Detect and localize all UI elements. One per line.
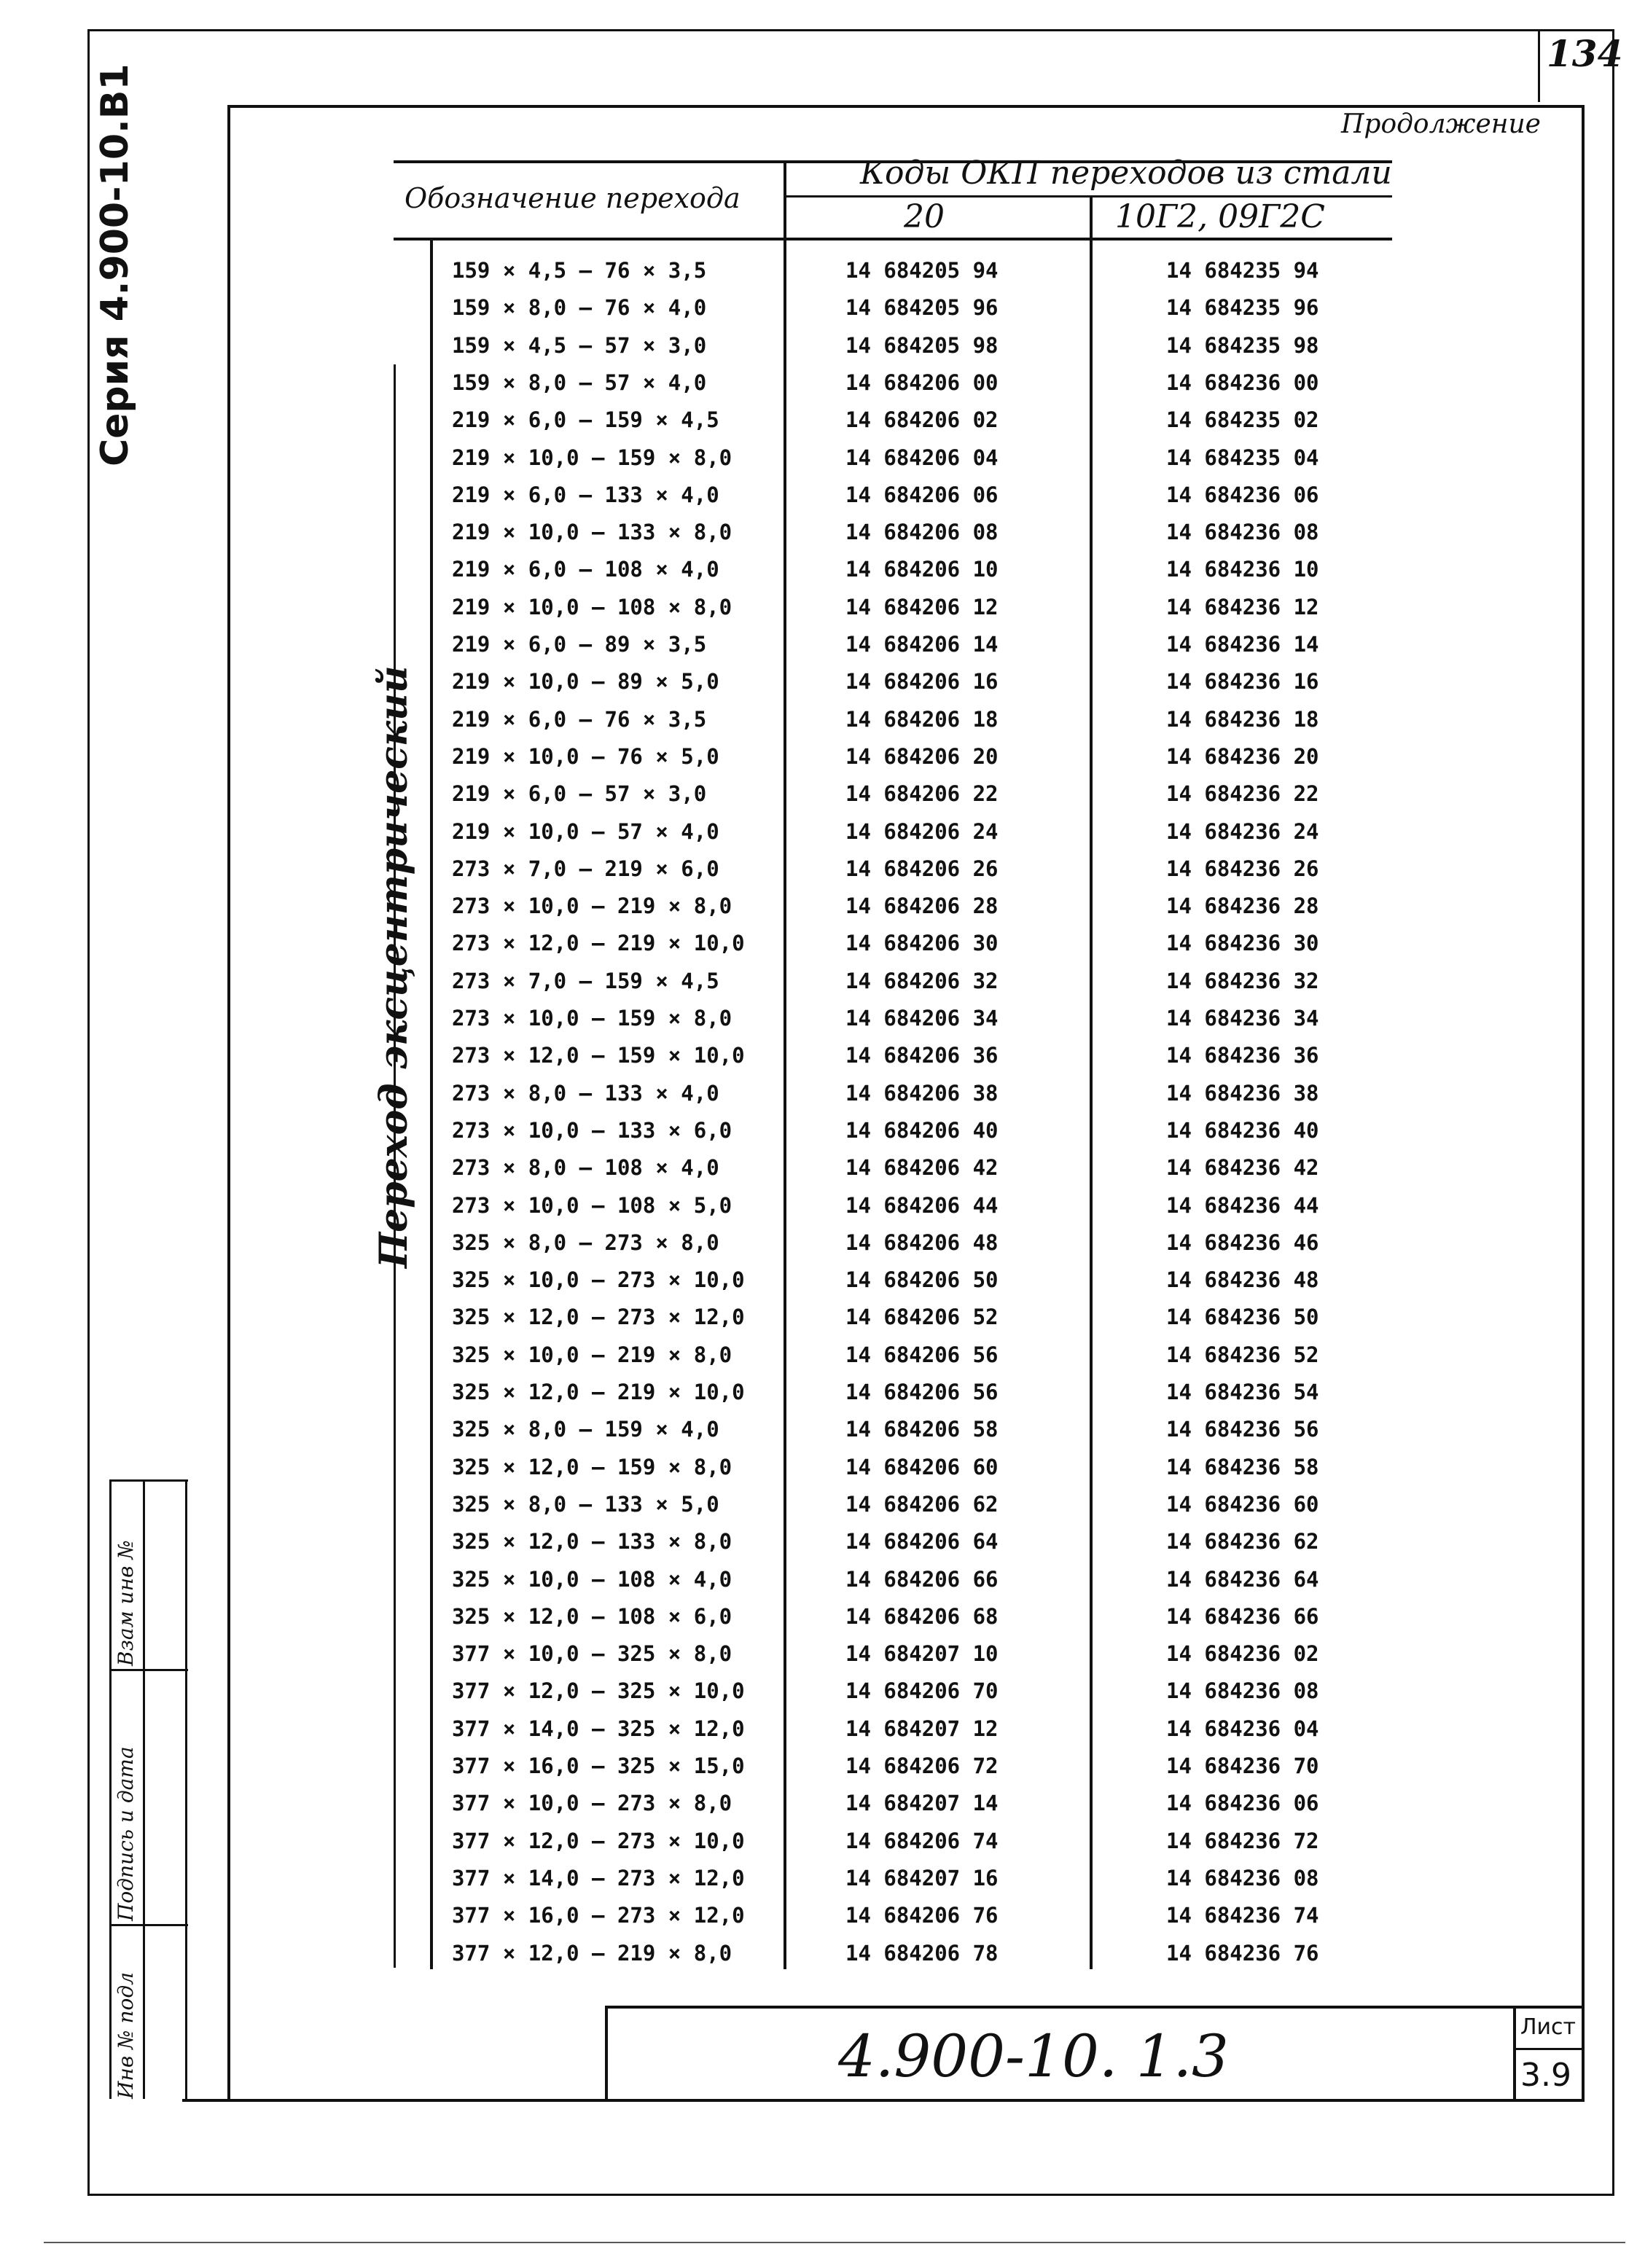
sheet-cell-left (1513, 2006, 1516, 2100)
row-code-steel-10g2: 14 684236 58 (1166, 1454, 1319, 1479)
row-code-steel-10g2: 14 684236 70 (1166, 1753, 1319, 1778)
row-code-steel-20: 14 684206 50 (845, 1267, 999, 1293)
row-code-steel-20: 14 684206 52 (845, 1305, 999, 1330)
row-designation: 377 × 14,0 – 325 × 12,0 (452, 1716, 745, 1741)
row-designation: 159 × 8,0 – 76 × 4,0 (452, 295, 707, 321)
row-code-steel-10g2: 14 684236 56 (1166, 1417, 1319, 1442)
row-code-steel-20: 14 684206 48 (845, 1229, 999, 1255)
table-row (408, 1037, 1392, 1074)
table-row (408, 327, 1392, 364)
row-designation: 273 × 7,0 – 159 × 4,5 (452, 968, 719, 993)
row-designation: 219 × 10,0 – 89 × 5,0 (452, 669, 719, 695)
row-code-steel-10g2: 14 684236 22 (1166, 781, 1319, 807)
inner-frame-top (227, 105, 1585, 108)
row-designation: 377 × 16,0 – 273 × 12,0 (452, 1903, 745, 1928)
row-designation: 325 × 8,0 – 133 × 5,0 (452, 1491, 719, 1517)
table-row (408, 252, 1392, 289)
row-code-steel-20: 14 684206 78 (845, 1940, 999, 1966)
side-stamp-field-3: Взам инв № (114, 1540, 138, 1666)
row-code-steel-10g2: 14 684236 72 (1166, 1828, 1319, 1853)
table-row (408, 1411, 1392, 1448)
row-code-steel-20: 14 684206 58 (845, 1417, 999, 1442)
outer-frame-bottom (87, 2194, 1614, 2196)
row-code-steel-10g2: 14 684236 50 (1166, 1305, 1319, 1330)
group-header-underline (784, 195, 1392, 198)
row-code-steel-20: 14 684206 60 (845, 1454, 999, 1479)
table-row (408, 551, 1392, 588)
row-designation: 273 × 8,0 – 108 × 4,0 (452, 1155, 719, 1181)
row-designation: 325 × 10,0 – 219 × 8,0 (452, 1342, 732, 1367)
row-code-steel-10g2: 14 684236 20 (1166, 743, 1319, 769)
table-row (408, 1337, 1392, 1374)
row-designation: 325 × 12,0 – 219 × 10,0 (452, 1380, 745, 1404)
row-code-steel-10g2: 14 684236 26 (1166, 856, 1319, 881)
table-row (408, 439, 1392, 477)
row-code-steel-20: 14 684206 64 (845, 1529, 999, 1555)
table-row (408, 1785, 1392, 1822)
row-code-steel-20: 14 684206 36 (845, 1043, 999, 1068)
row-code-steel-20: 14 684206 00 (845, 369, 999, 395)
continuation-label: Продолжение (1341, 109, 1541, 139)
table-row (408, 1598, 1392, 1635)
row-designation: 219 × 6,0 – 76 × 3,5 (452, 706, 707, 732)
table-row (408, 1860, 1392, 1897)
table-row (408, 1262, 1392, 1299)
table-row (408, 888, 1392, 925)
side-stamp-line-1 (109, 1669, 188, 1671)
row-code-steel-10g2: 14 684236 74 (1166, 1903, 1319, 1928)
row-code-steel-20: 14 684206 14 (845, 632, 999, 657)
row-designation: 325 × 10,0 – 108 × 4,0 (452, 1566, 732, 1592)
row-code-steel-20: 14 684206 16 (845, 669, 999, 695)
header-steel-10g2: 10Г2, 09Г2С (1115, 198, 1325, 235)
row-code-steel-20: 14 684206 40 (845, 1117, 999, 1143)
row-code-steel-10g2: 14 684236 76 (1166, 1940, 1319, 1966)
table-row (408, 701, 1392, 738)
row-code-steel-10g2: 14 684236 00 (1166, 369, 1319, 395)
inner-frame-bottom (182, 2099, 1585, 2102)
row-designation: 219 × 10,0 – 133 × 8,0 (452, 520, 732, 545)
row-code-steel-20: 14 684206 70 (845, 1678, 999, 1704)
row-designation: 377 × 10,0 – 325 × 8,0 (452, 1641, 732, 1667)
header-steel-20: 20 (904, 198, 945, 235)
table-row (408, 1075, 1392, 1112)
row-designation: 325 × 12,0 – 273 × 12,0 (452, 1305, 745, 1330)
row-code-steel-10g2: 14 684236 36 (1166, 1043, 1319, 1068)
row-code-steel-20: 14 684206 56 (845, 1342, 999, 1367)
outer-frame-left (87, 29, 90, 2195)
row-designation: 219 × 10,0 – 57 × 4,0 (452, 818, 719, 844)
row-code-steel-20: 14 684207 14 (845, 1791, 999, 1816)
row-code-steel-20: 14 684206 28 (845, 893, 999, 919)
row-code-steel-10g2: 14 684236 08 (1166, 520, 1319, 545)
row-code-steel-10g2: 14 684236 04 (1166, 1716, 1319, 1741)
side-stamp-field-2: Подпись и дата (114, 1746, 138, 1921)
row-code-steel-10g2: 14 684236 28 (1166, 893, 1319, 919)
table-row (408, 663, 1392, 700)
table-row (408, 1673, 1392, 1710)
row-code-steel-10g2: 14 684236 38 (1166, 1080, 1319, 1106)
row-code-steel-20: 14 684206 56 (845, 1380, 999, 1404)
row-code-steel-20: 14 684206 18 (845, 706, 999, 732)
table-row (408, 1224, 1392, 1262)
row-designation: 219 × 10,0 – 159 × 8,0 (452, 445, 732, 470)
row-code-steel-20: 14 684207 12 (845, 1716, 999, 1741)
row-code-steel-20: 14 684205 94 (845, 258, 999, 283)
table-row (408, 1523, 1392, 1560)
row-designation: 325 × 12,0 – 133 × 8,0 (452, 1529, 732, 1555)
row-code-steel-20: 14 684206 06 (845, 482, 999, 507)
scan-edge-line (44, 2242, 1625, 2243)
row-code-steel-10g2: 14 684236 54 (1166, 1380, 1319, 1404)
row-code-steel-20: 14 684206 62 (845, 1491, 999, 1517)
row-code-steel-10g2: 14 684235 96 (1166, 295, 1319, 321)
row-designation: 377 × 12,0 – 273 × 10,0 (452, 1828, 745, 1853)
stamp-left-line (605, 2006, 608, 2100)
row-code-steel-20: 14 684206 38 (845, 1080, 999, 1106)
row-code-steel-10g2: 14 684236 64 (1166, 1566, 1319, 1592)
row-code-steel-10g2: 14 684236 02 (1166, 1641, 1319, 1667)
row-code-steel-10g2: 14 684236 62 (1166, 1529, 1319, 1555)
side-stamp-left (109, 1479, 112, 2099)
row-code-steel-10g2: 14 684235 98 (1166, 332, 1319, 358)
row-code-steel-10g2: 14 684236 06 (1166, 482, 1319, 507)
table-row (408, 514, 1392, 551)
row-designation: 273 × 12,0 – 219 × 10,0 (452, 931, 745, 956)
side-label: Переход эксцентрический (372, 665, 416, 1268)
table-row (408, 1635, 1392, 1673)
outer-frame-right (1612, 29, 1614, 2195)
row-code-steel-20: 14 684206 32 (845, 968, 999, 993)
row-code-steel-10g2: 14 684236 08 (1166, 1865, 1319, 1890)
row-designation: 273 × 10,0 – 108 × 5,0 (452, 1192, 732, 1218)
row-designation: 219 × 10,0 – 108 × 8,0 (452, 594, 732, 619)
row-designation: 273 × 12,0 – 159 × 10,0 (452, 1043, 745, 1068)
row-designation: 273 × 7,0 – 219 × 6,0 (452, 856, 719, 881)
row-code-steel-20: 14 684206 30 (845, 931, 999, 956)
row-code-steel-10g2: 14 684236 12 (1166, 594, 1319, 619)
table-row (408, 813, 1392, 850)
row-code-steel-20: 14 684206 04 (845, 445, 999, 470)
page-number-divider (1538, 29, 1540, 102)
side-stamp-top (109, 1479, 188, 1482)
sheet-cell-divider (1513, 2048, 1585, 2050)
row-designation: 377 × 14,0 – 273 × 12,0 (452, 1865, 745, 1890)
row-designation: 219 × 10,0 – 76 × 5,0 (452, 743, 719, 769)
row-designation: 325 × 8,0 – 273 × 8,0 (452, 1229, 719, 1255)
row-code-steel-20: 14 684206 22 (845, 781, 999, 807)
row-code-steel-20: 14 684207 10 (845, 1641, 999, 1667)
row-designation: 219 × 6,0 – 108 × 4,0 (452, 557, 719, 582)
table-row (408, 963, 1392, 1000)
row-designation: 325 × 12,0 – 159 × 8,0 (452, 1454, 732, 1479)
row-code-steel-20: 14 684206 34 (845, 1006, 999, 1031)
table-row (408, 1935, 1392, 1972)
row-code-steel-20: 14 684206 74 (845, 1828, 999, 1853)
row-code-steel-20: 14 684206 20 (845, 743, 999, 769)
table-row (408, 738, 1392, 775)
row-code-steel-10g2: 14 684236 18 (1166, 706, 1319, 732)
table-row (408, 1000, 1392, 1037)
row-code-steel-20: 14 684206 24 (845, 818, 999, 844)
page-number: 134 (1547, 32, 1623, 75)
table-row (408, 1897, 1392, 1934)
inner-frame-right (1582, 105, 1585, 2102)
row-code-steel-20: 14 684206 42 (845, 1155, 999, 1181)
row-code-steel-10g2: 14 684235 02 (1166, 407, 1319, 433)
row-code-steel-20: 14 684206 02 (845, 407, 999, 433)
row-code-steel-20: 14 684206 10 (845, 557, 999, 582)
row-code-steel-10g2: 14 684236 30 (1166, 931, 1319, 956)
row-code-steel-20: 14 684206 72 (845, 1753, 999, 1778)
side-stamp-right (185, 1479, 187, 2099)
row-code-steel-20: 14 684206 68 (845, 1603, 999, 1629)
side-stamp-line-2 (109, 1924, 188, 1926)
table-row (408, 1823, 1392, 1860)
table-row (408, 402, 1392, 439)
row-code-steel-10g2: 14 684236 44 (1166, 1192, 1319, 1218)
row-code-steel-20: 14 684206 12 (845, 594, 999, 619)
row-designation: 377 × 10,0 – 273 × 8,0 (452, 1791, 732, 1816)
table-row (408, 775, 1392, 813)
series-label: Серия 4.900-10.В1 (93, 63, 137, 466)
table-row (408, 626, 1392, 663)
row-code-steel-20: 14 684205 96 (845, 295, 999, 321)
row-designation: 273 × 10,0 – 219 × 8,0 (452, 893, 732, 919)
row-code-steel-20: 14 684206 08 (845, 520, 999, 545)
table-row (408, 925, 1392, 962)
stamp-top-line (605, 2006, 1585, 2009)
table-row (408, 1449, 1392, 1486)
row-designation: 273 × 10,0 – 159 × 8,0 (452, 1006, 732, 1031)
row-code-steel-10g2: 14 684236 32 (1166, 968, 1319, 993)
table-row (408, 1112, 1392, 1149)
table-row (408, 589, 1392, 626)
table-row (408, 364, 1392, 402)
table-row (408, 1486, 1392, 1523)
side-stamp-field-1: Инв № подл (114, 1972, 138, 2099)
row-code-steel-10g2: 14 684236 40 (1166, 1117, 1319, 1143)
table-row (408, 1561, 1392, 1598)
row-code-steel-10g2: 14 684236 48 (1166, 1267, 1319, 1293)
row-code-steel-20: 14 684206 66 (845, 1566, 999, 1592)
row-code-steel-10g2: 14 684236 46 (1166, 1229, 1319, 1255)
row-code-steel-10g2: 14 684236 08 (1166, 1678, 1319, 1704)
row-code-steel-20: 14 684207 16 (845, 1865, 999, 1890)
row-designation: 377 × 16,0 – 325 × 15,0 (452, 1753, 745, 1778)
row-designation: 219 × 6,0 – 57 × 3,0 (452, 781, 707, 807)
table-row (408, 1299, 1392, 1336)
row-code-steel-20: 14 684206 44 (845, 1192, 999, 1218)
row-designation: 219 × 6,0 – 89 × 3,5 (452, 632, 707, 657)
outer-frame-top (87, 29, 1614, 31)
side-stamp-mid (143, 1479, 145, 2099)
row-designation: 377 × 12,0 – 219 × 8,0 (452, 1940, 732, 1966)
row-designation: 159 × 8,0 – 57 × 4,0 (452, 369, 707, 395)
row-designation: 377 × 12,0 – 325 × 10,0 (452, 1678, 745, 1704)
table-row (408, 850, 1392, 888)
table-row (408, 1710, 1392, 1748)
header-group: Коды ОКП переходов из стали (860, 155, 1392, 192)
row-code-steel-10g2: 14 684236 42 (1166, 1155, 1319, 1181)
row-designation: 159 × 4,5 – 76 × 3,5 (452, 258, 707, 283)
row-code-steel-10g2: 14 684236 10 (1166, 557, 1319, 582)
table-row (408, 477, 1392, 514)
table-row (408, 1374, 1392, 1411)
row-designation: 273 × 8,0 – 133 × 4,0 (452, 1080, 719, 1106)
row-designation: 325 × 12,0 – 108 × 6,0 (452, 1603, 732, 1629)
table-row (408, 1149, 1392, 1186)
row-designation: 219 × 6,0 – 159 × 4,5 (452, 407, 719, 433)
row-code-steel-10g2: 14 684236 24 (1166, 818, 1319, 844)
document-code: 4.900-10. 1.3 (838, 2022, 1229, 2090)
table-row (408, 1187, 1392, 1224)
inner-frame-left (227, 105, 230, 2102)
table-row (408, 289, 1392, 326)
row-designation: 325 × 10,0 – 273 × 10,0 (452, 1267, 745, 1293)
table-row (408, 1748, 1392, 1785)
row-designation: 273 × 10,0 – 133 × 6,0 (452, 1117, 732, 1143)
header-bottom-line (394, 238, 1392, 241)
row-designation: 325 × 8,0 – 159 × 4,0 (452, 1417, 719, 1442)
row-code-steel-10g2: 14 684235 04 (1166, 445, 1319, 470)
row-code-steel-20: 14 684206 26 (845, 856, 999, 881)
row-code-steel-10g2: 14 684236 14 (1166, 632, 1319, 657)
row-code-steel-10g2: 14 684236 16 (1166, 669, 1319, 695)
row-designation: 219 × 6,0 – 133 × 4,0 (452, 482, 719, 507)
row-designation: 159 × 4,5 – 57 × 3,0 (452, 332, 707, 358)
row-code-steel-20: 14 684205 98 (845, 332, 999, 358)
sheet-number: 3.9 (1520, 2057, 1571, 2094)
row-code-steel-10g2: 14 684236 66 (1166, 1603, 1319, 1629)
row-code-steel-10g2: 14 684236 06 (1166, 1791, 1319, 1816)
row-code-steel-20: 14 684206 76 (845, 1903, 999, 1928)
sheet-label: Лист (1520, 2014, 1577, 2040)
row-code-steel-10g2: 14 684235 94 (1166, 258, 1319, 283)
row-code-steel-10g2: 14 684236 60 (1166, 1491, 1319, 1517)
row-code-steel-10g2: 14 684236 52 (1166, 1342, 1319, 1367)
row-code-steel-10g2: 14 684236 34 (1166, 1006, 1319, 1031)
header-designation: Обозначение перехода (405, 182, 741, 214)
